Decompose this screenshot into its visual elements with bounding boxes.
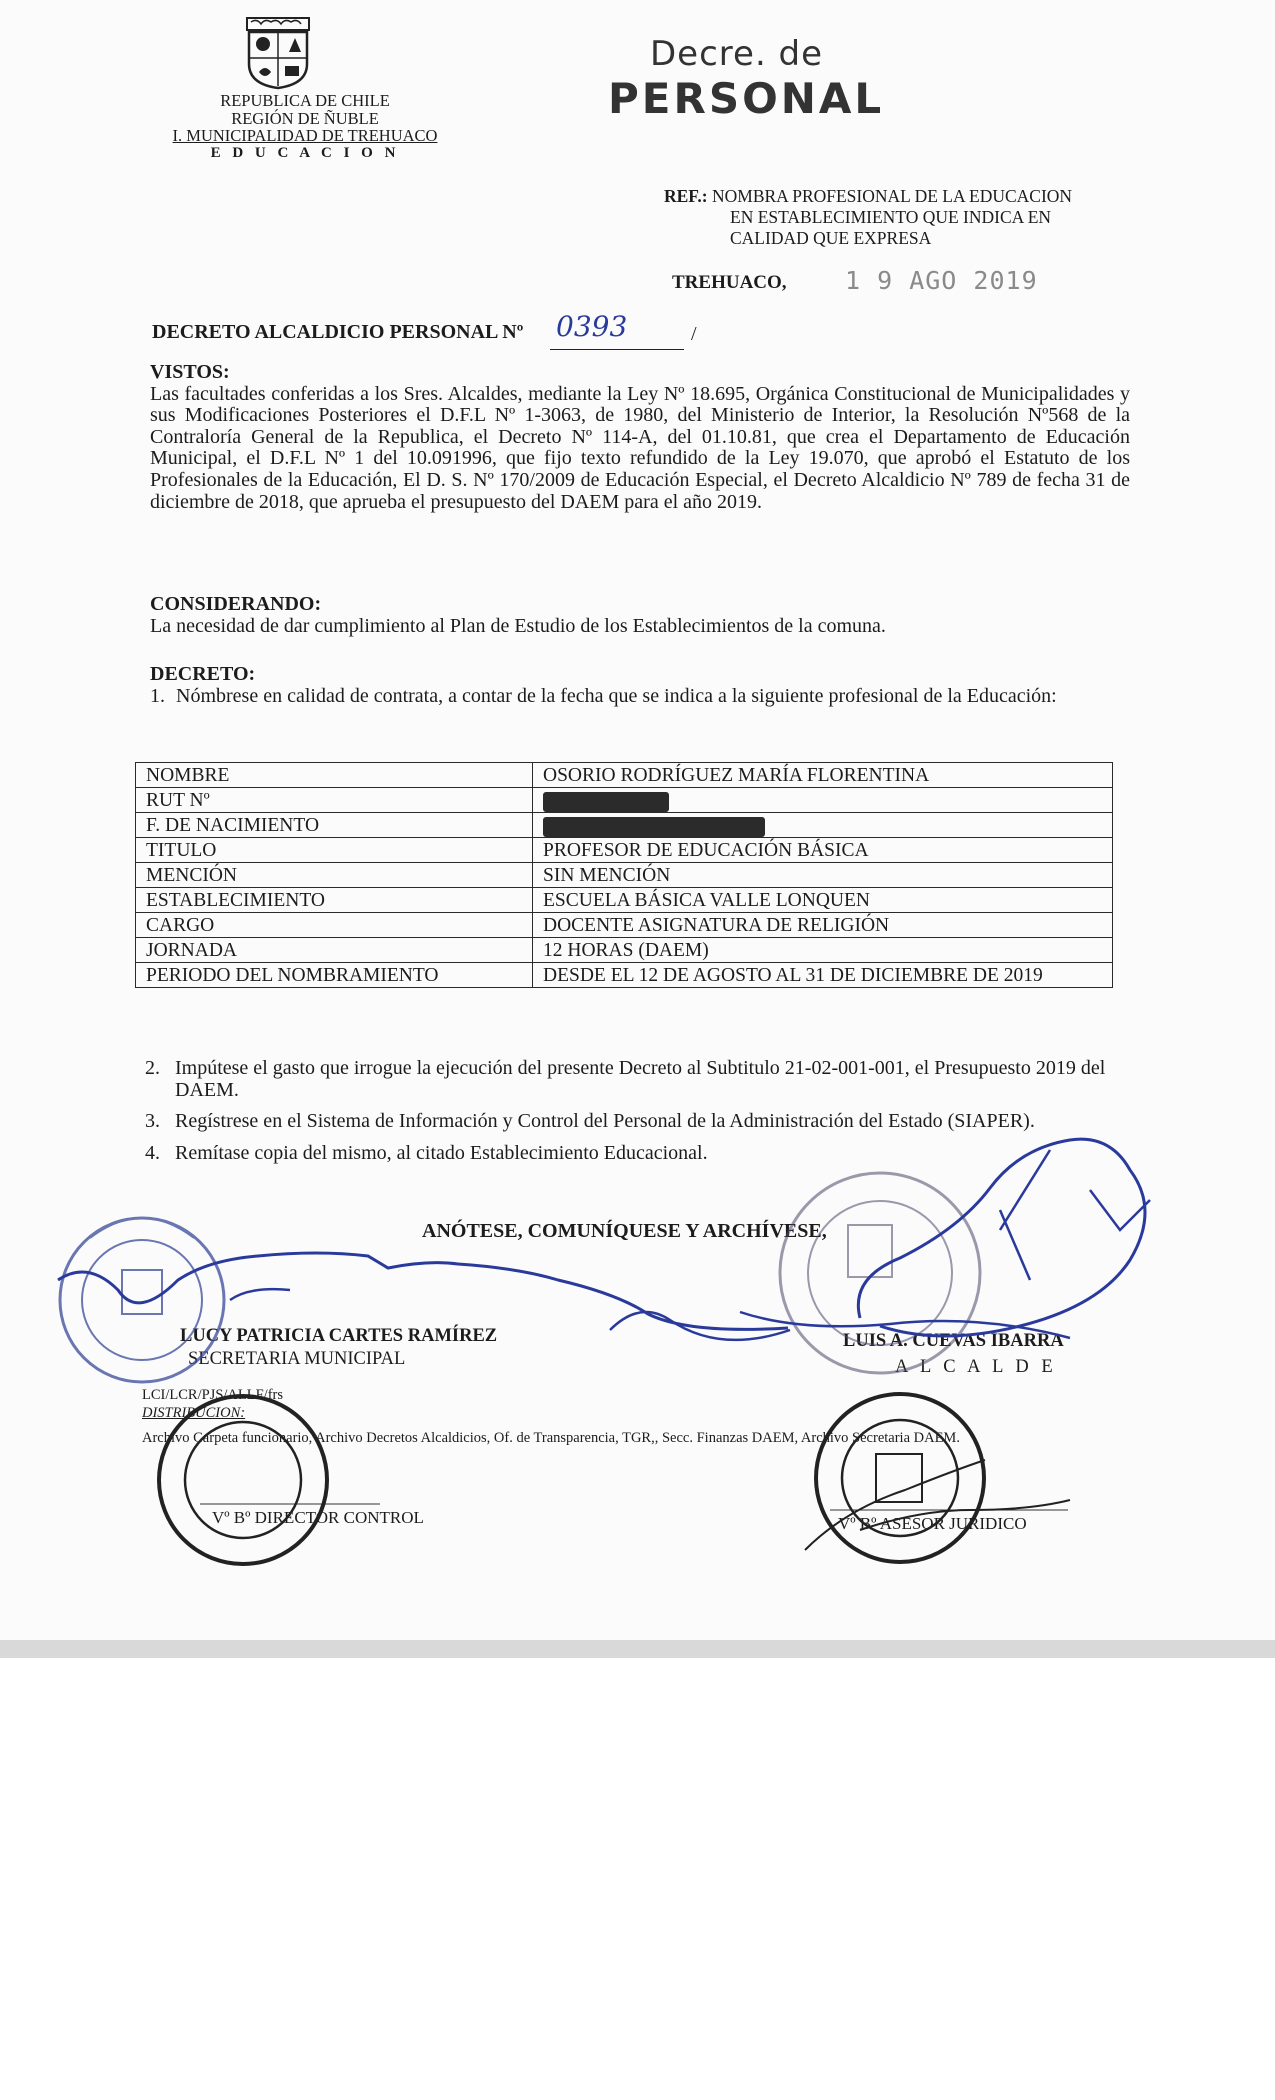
org-region: REGIÓN DE ÑUBLE: [231, 108, 379, 128]
distribution-label: DISTRIBUCION:: [142, 1405, 246, 1421]
closing-formula: ANÓTESE, COMUNÍQUESE Y ARCHÍVESE,: [422, 1220, 827, 1242]
ref-line-3: CALIDAD QUE EXPRESA: [730, 228, 932, 248]
org-department: E D U C A C I O N: [210, 144, 400, 161]
row-label: ESTABLECIMIENTO: [136, 888, 533, 913]
considerando-heading: CONSIDERANDO:: [150, 593, 322, 615]
row-value: DESDE EL 12 DE AGOSTO AL 31 DE DICIEMBRE DE 2019: [533, 963, 1113, 988]
item-1-text: Nómbrese en calidad de contrata, a contar de la fecha que se indica a la siguiente profesional de la Educación:: [176, 684, 1057, 707]
row-label: NOMBRE: [136, 763, 533, 788]
row-label: RUT Nº: [136, 788, 533, 813]
row-label: TITULO: [136, 838, 533, 863]
place: TREHUACO,: [672, 272, 787, 293]
considerando-text: La necesidad de dar cumplimiento al Plan de Estudio de los Establecimientos de la comuna.: [150, 614, 886, 637]
initials: LCI/LCR/PJS/ALLF/frs: [142, 1387, 283, 1403]
table-row: [136, 813, 1113, 838]
table-row: [136, 763, 1113, 788]
decree-number-label: DECRETO ALCALDICIO PERSONAL Nº: [152, 321, 524, 343]
table-row: [136, 963, 1113, 988]
item-number: 2.: [145, 1057, 160, 1079]
juridico-approval: Vº Bº ASESOR JURIDICO: [838, 1514, 1027, 1533]
row-label: CARGO: [136, 913, 533, 938]
list-item: [145, 1058, 1125, 1101]
row-value-redacted: [533, 813, 1113, 838]
decree-slash: /: [691, 323, 697, 345]
org-country: REPUBLICA DE CHILE: [220, 91, 390, 110]
row-value: OSORIO RODRÍGUEZ MARÍA FLORENTINA: [533, 763, 1113, 788]
table-row: [136, 863, 1113, 888]
redaction-bar: [543, 817, 765, 837]
page-edge: [0, 1640, 1275, 1658]
list-item: [145, 1111, 1125, 1133]
secretaria-role: SECRETARIA MUNICIPAL: [188, 1349, 406, 1369]
item-text: Remítase copia del mismo, al citado Establecimiento Educacional.: [175, 1141, 708, 1164]
considerando-section: [150, 594, 1130, 637]
issuer-block: [140, 92, 470, 162]
vistos-section: [150, 362, 1130, 513]
vistos-text: Las facultades conferidas a los Sres. Alcaldes, mediante la Ley Nº 18.695, Orgánica Constitucional de Municipalidades y sus Modificaciones Posteriores el D.F.L Nº 1-3063, de 1980, del Ministerio de Interior, la Resolución Nº568 de la Contraloría General de la Republica, el Decreto Nº 114-A, del 01.10.81, que crea el Departamento de Educación Municipal, el D.F.L Nº 1 del 10.091996, que fijo texto refundido de la Ley 19.070, que aprobó el Estatuto de los Profesionales de la Educación, El D. S. Nº 170/2009 de Educación Especial, el Decreto Alcaldicio Nº 789 de fecha 31 de diciembre de 2018, que aprueba el presupuesto del DAEM para el año 2019.: [150, 382, 1130, 513]
control-approval: Vº Bº DIRECTOR CONTROL: [212, 1508, 424, 1527]
row-label: F. DE NACIMIENTO: [136, 813, 533, 838]
coat-of-arms-icon: [245, 16, 311, 90]
row-label: PERIODO DEL NOMBRAMIENTO: [136, 963, 533, 988]
alcalde-role: A L C A L D E: [895, 1357, 1057, 1377]
item-1-number: 1.: [150, 684, 165, 707]
table-row: [136, 788, 1113, 813]
item-text: Impútese el gasto que irrogue la ejecución del presente Decreto al Subtitulo 21-02-001-001, el Presupuesto 2019 del DAEM.: [175, 1057, 1106, 1101]
item-number: 4.: [145, 1141, 160, 1164]
appointee-table: [135, 762, 1113, 988]
decree-number-underline: [550, 349, 684, 350]
item-text: Regístrese en el Sistema de Información y Control del Personal de la Administración del Estado (SIAPER).: [175, 1110, 1035, 1133]
row-value: SIN MENCIÓN: [533, 863, 1113, 888]
redaction-bar: [543, 792, 669, 812]
ref-label: REF.:: [664, 186, 708, 206]
date-stamp: 1 9 AGO 2019: [845, 266, 1038, 295]
decree-items: [145, 1058, 1125, 1174]
stamp-decre-de: Decre. de: [650, 34, 824, 74]
row-label: JORNADA: [136, 938, 533, 963]
decreto-heading: DECRETO:: [150, 663, 256, 685]
list-item: [145, 1143, 1125, 1165]
row-label: MENCIÓN: [136, 863, 533, 888]
reference-block: [664, 186, 1072, 249]
row-value: DOCENTE ASIGNATURA DE RELIGIÓN: [533, 913, 1113, 938]
distribution-list: Archivo Carpeta funcionario, Archivo Decretos Alcaldicios, Of. de Transparencia, TGR,, Secc. Finanzas DAEM, Archivo Secretaria DAEM.: [142, 1430, 960, 1446]
row-value: 12 HORAS (DAEM): [533, 938, 1113, 963]
table-row: [136, 938, 1113, 963]
decreto-section: [150, 664, 1130, 707]
row-value: ESCUELA BÁSICA VALLE LONQUEN: [533, 888, 1113, 913]
vistos-heading: VISTOS:: [150, 361, 230, 383]
table-row: [136, 888, 1113, 913]
org-municipality: I. MUNICIPALIDAD DE TREHUACO: [172, 126, 438, 145]
row-value: PROFESOR DE EDUCACIÓN BÁSICA: [533, 838, 1113, 863]
ref-line-2: EN ESTABLECIMIENTO QUE INDICA EN: [730, 207, 1052, 227]
ref-line-1: NOMBRA PROFESIONAL DE LA EDUCACION: [711, 186, 1073, 206]
alcalde-name: LUIS A. CUEVAS IBARRA: [843, 1331, 1064, 1351]
stamp-personal: PERSONAL: [608, 74, 885, 123]
table-row: [136, 913, 1113, 938]
table-row: [136, 838, 1113, 863]
decree-number-handwritten: 0393: [556, 310, 628, 343]
item-number: 3.: [145, 1110, 160, 1133]
secretaria-name: LUCY PATRICIA CARTES RAMÍREZ: [180, 1326, 498, 1346]
row-value-redacted: [533, 788, 1113, 813]
